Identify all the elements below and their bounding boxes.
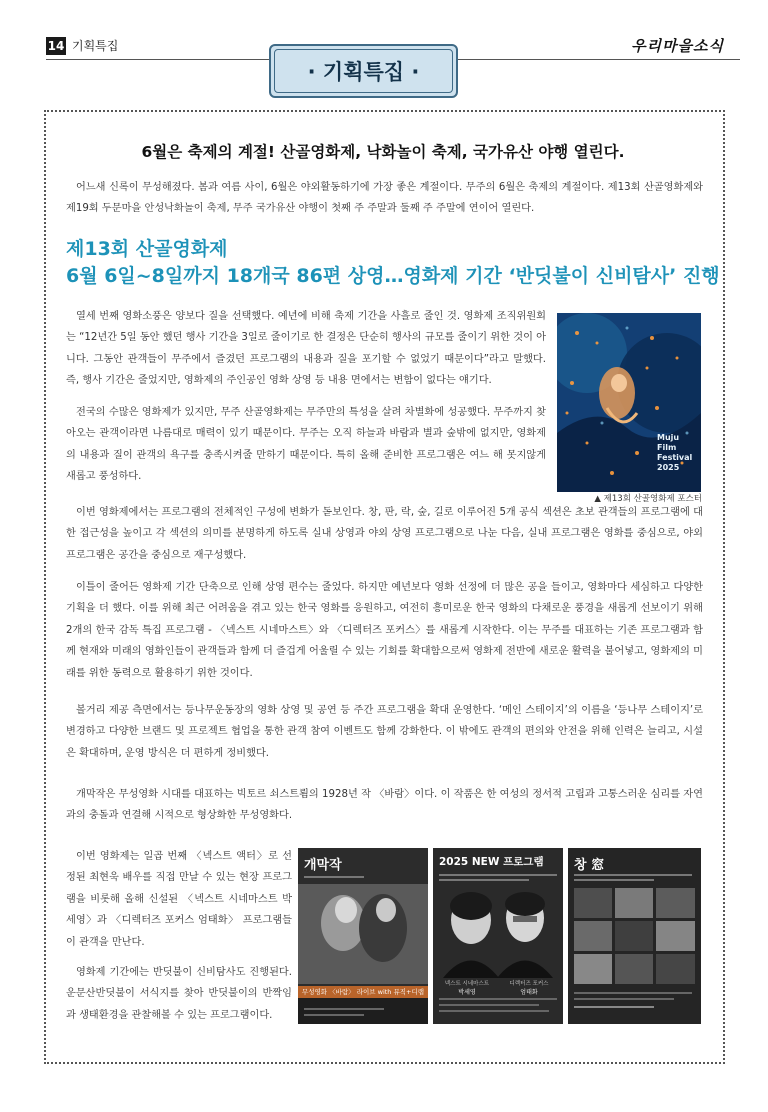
festival-poster-image xyxy=(557,313,701,492)
opening-film-band: 무성영화 〈바람〉 라이브 with 뮤직+디랩 xyxy=(298,986,428,998)
film-festival-subhead xyxy=(66,236,720,290)
new-program-left-label: 넥스트 시네마스트 xyxy=(444,981,490,987)
section-banner xyxy=(269,44,458,98)
masthead-logo: 우리마을소식 xyxy=(631,37,724,55)
poster-text: Muju Film Festival 2025 xyxy=(657,433,693,472)
paragraph-8: 영화제 기간에는 반딧불이 신비탐사도 진행된다. 운문산반딧불이 서식지를 찾아 반딧불이의 반짝임과 생태환경을 관찰해볼 수 있는 프로그램이다. xyxy=(66,967,292,1021)
paragraph-3: 이번 영화제에서는 프로그램의 전체적인 구성에 변화가 돋보인다. 창, 판, 락, 숲, 길로 이루어진 5개 공식 섹션은 초보 관객들의 프로그램에 대한 접근성을 높이고 각 섹션의 의미를 분명하게 하도록 실내 상영과 야외 상영 프로그램으로 나눈 다음, 실내 프로그램은 영화를 중심으로, 야외 프로그램은 공간을 중심으로 재구성했다. xyxy=(66,507,703,561)
new-program-right-label: 디렉터즈 포커스 xyxy=(509,981,549,987)
opening-film-image xyxy=(298,848,428,1024)
paragraph-6: 개막작은 무성영화 시대를 대표하는 빅토르 쇠스트룀의 1928년 작 〈바람〉이다. 이 작품은 한 여성의 정서적 고립과 고통스러운 심리를 자연과의 충돌과 연결해 시적으로 형상화한 무성영화다. xyxy=(66,789,703,822)
new-program-left-name: 박세영 xyxy=(458,989,476,996)
paragraph-2: 전국의 수많은 영화제가 있지만, 무주 산골영화제는 무주만의 특성을 살려 차별화에 성공했다. 무주까지 찾아오는 관객이라면 나름대로 매력이 있기 때문이다. 무주는 오직 하늘과 바람과 별과 숲밖에 없지만, 영화제의 내용과 질이 관객의 욕구를 충족시켜줄 만하기 때문이다. 특히 올해 준비한 프로그램은 여느 해 못지않게 새롭고 풍성하다. xyxy=(66,407,546,483)
opening-film-title: 개막작 xyxy=(304,858,342,873)
page-number: 14 xyxy=(47,39,65,53)
new-program-right-name: 엄태화 xyxy=(520,989,538,996)
chang-section-photo xyxy=(568,848,701,1024)
chang-section-title: 창 窓 xyxy=(574,858,605,873)
new-program-photo xyxy=(433,848,563,1024)
intro-paragraph: 어느새 신록이 무성해졌다. 봄과 여름 사이, 6월은 야외활동하기에 가장 좋은 계절이다. 무주의 6월은 축제의 계절이다. 제13회 산골영화제와 제19회 두문마을 안성낙화놀이 축제, 무주 국가유산 야행이 첫째 주 주말과 둘째 주 주말에 연이어 열린다. xyxy=(66,182,703,215)
poster-caption: ▲ 제13회 산골영화제 포스터 xyxy=(594,494,702,504)
subhead-line-2: 6월 6일~8일까지 18개국 86편 상영…영화제 기간 ‘반딧불이 신비탐사’ 진행 xyxy=(66,265,720,287)
section-label: 기획특집 xyxy=(72,39,119,53)
paragraph-4: 이틀이 줄어든 영화제 기간 단축으로 인해 상영 편수는 줄었다. 하지만 예년보다 영화 선정에 더 많은 공을 들이고, 영화마다 세심하고 다양한 기획을 더 했다. 이를 위해 최근 어려움을 겪고 있는 한국 영화를 응원하고, 여전히 흥미로운 한국 영화의 다채로운 풍경을 새롭게 선보이기 위해 2개의 한국 감독 특집 프로그램 - 〈넥스트 시네마스트〉와 〈디렉터즈 포커스〉를 새롭게 시작한다. 이는 무주를 대표하는 기존 프로그램과 함께 현재와 미래의 영화인들이 관객들과 함께 더 즐겁게 어울릴 수 있는 기회를 확대함으로써 영화제 전반에 새로운 활력을 불어넣고, 영화제의 미래를 위한 동력으로 활용하기 위한 것이다. xyxy=(66,582,703,679)
banner-title: · 기획특집 · xyxy=(274,49,453,93)
chang-section-image xyxy=(568,848,701,1024)
new-program-title: 2025 NEW 프로그램 xyxy=(439,856,544,868)
paragraph-5: 볼거리 제공 측면에서는 등나무운동장의 영화 상영 및 공연 등 주간 프로그램을 확대 운영한다. ‘메인 스테이지’의 이름을 ‘등나무 스테이지’로 변경하고 다양한 브랜드 및 프로젝트 협업을 통한 관객 참여 이벤트도 함께 강화한다. 이 밖에도 관객의 편의와 안전을 위해 인력은 늘리고, 시설은 확대하며, 운영 방식은 더 편하게 정비했다. xyxy=(66,705,703,759)
paragraph-1: 열세 번째 영화소풍은 양보다 질을 선택했다. 예년에 비해 축제 기간을 사흘로 줄인 것. 영화제 조직위원회는 “12년간 5일 동안 했던 행사 기간을 3일로 줄이기로 한 결정은 단순히 행사의 규모를 줄이기 위한 것이 아니다. 그동안 관객들이 무주에서 즐겼던 프로그램의 내용과 질을 포기할 수 없었기 때문이다”라고 말했다. 즉, 행사 기간은 줄었지만, 영화제의 주인공인 영화 상영 등 내용 면에서는 변함이 없다는 얘기다. xyxy=(66,311,546,387)
article-headline: 6월은 축제의 계절! 산골영화제, 낙화놀이 축제, 국가유산 야행 열린다. xyxy=(141,143,625,161)
subhead-line-1: 제13회 산골영화제 xyxy=(66,238,228,260)
new-program-image xyxy=(433,848,563,1024)
paragraph-7: 이번 영화제는 일곱 번째 〈넥스트 액터〉로 선정된 최현욱 배우를 직접 만날 수 있는 현장 프로그램을 비롯해 올해 신설된 〈넥스트 시네마스트 박세영〉과 〈디렉터즈 포커스 엄태화〉 프로그램들이 관객을 만난다. xyxy=(66,851,292,948)
